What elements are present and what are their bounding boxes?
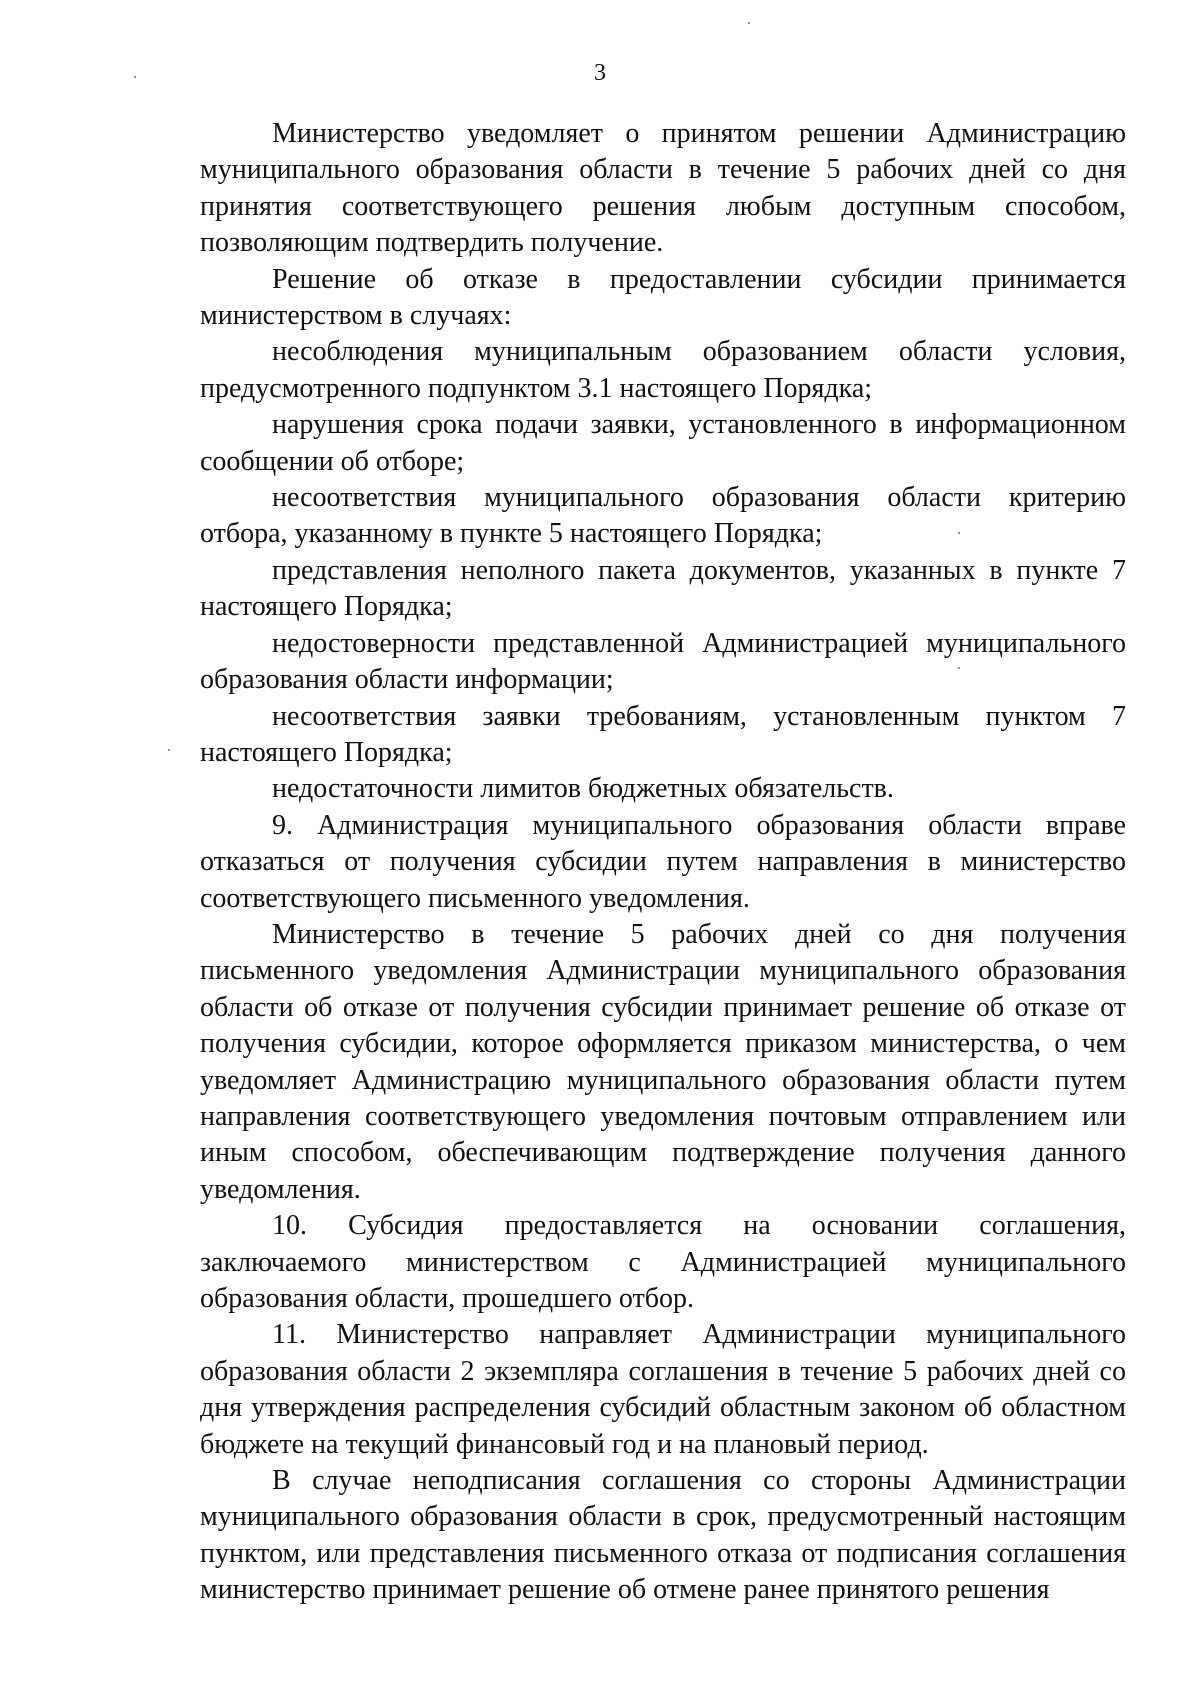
- paragraph-unreliable-information: недостоверности представленной Администрацией муниципального образования области информации;: [200, 627, 1126, 696]
- document-body: [200, 116, 1126, 1609]
- paragraph-application-mismatch: несоответствия заявки требованиям, установленным пунктом 7 настоящего Порядка;: [200, 700, 1126, 768]
- paragraph-deadline-violation: нарушения срока подачи заявки, установленного в информационном сообщении об отборе;: [200, 409, 1126, 477]
- paragraph-item-11: 11. Министерство направляет Администрации муниципального образования области 2 экземпляра соглашения в течение 5 рабочих дней со дня утверждения распределения субсидий областным законом об областном бюджете на текущий финансовый год и на плановый период.: [200, 1319, 1126, 1460]
- page-number: 3: [594, 60, 606, 86]
- scan-speck: [958, 532, 960, 534]
- scan-speck: [748, 22, 750, 24]
- paragraph-ministry-notice: Министерство уведомляет о принятом решении Администрацию муниципального образования области в течение 5 рабочих дней со дня принятия соответствующего решения любым доступным способом, позволяющим подтвердить получение.: [200, 118, 1126, 259]
- paragraph-noncompliance-condition: несоблюдения муниципальным образованием области условия, предусмотренного подпунктом 3.1 настоящего Порядка;: [200, 336, 1126, 404]
- scan-speck: [134, 76, 136, 78]
- paragraph-item-10: 10. Субсидия предоставляется на основании соглашения, заключаемого министерством с Администрацией муниципального образования области, прошедшего отбор.: [200, 1210, 1126, 1314]
- paragraph-item-9: 9. Администрация муниципального образования области вправе отказаться от получения субсидии путем направления в министерство соответствующего письменного уведомления.: [200, 809, 1126, 914]
- paragraph-criterion-mismatch: несоответствия муниципального образования области критерию отбора, указанному в пункте 5 настоящего Порядка;: [200, 482, 1126, 550]
- paragraph-unsigned-agreement: В случае неподписания соглашения со стороны Администрации муниципального образования области в срок, предусмотренный настоящим пунктом, или представления письменного отказа от подписания соглашения министерство принимает решение об отмене ранее принятого решения: [200, 1465, 1126, 1606]
- scan-speck: [958, 667, 960, 669]
- scan-speck: [168, 749, 170, 751]
- paragraph-refusal-processing: Министерство в течение 5 рабочих дней со дня получения письменного уведомления Администрации муниципального образования области об отказе от получения субсидии принимает решение об отказе от получения субсидии, которое оформляется приказом министерства, о чем уведомляет Администрацию муниципального образования области путем направления соответствующего уведомления почтовым отправлением или иным способом, обеспечивающим подтверждение получения данного уведомления.: [200, 918, 1126, 1205]
- paragraph-refusal-decision: Решение об отказе в предоставлении субсидии принимается министерством в случаях:: [200, 263, 1126, 332]
- paragraph-insufficient-limits: недостаточности лимитов бюджетных обязательств.: [272, 773, 894, 805]
- paragraph-incomplete-documents: представления неполного пакета документов, указанных в пункте 7 настоящего Порядка;: [200, 554, 1126, 623]
